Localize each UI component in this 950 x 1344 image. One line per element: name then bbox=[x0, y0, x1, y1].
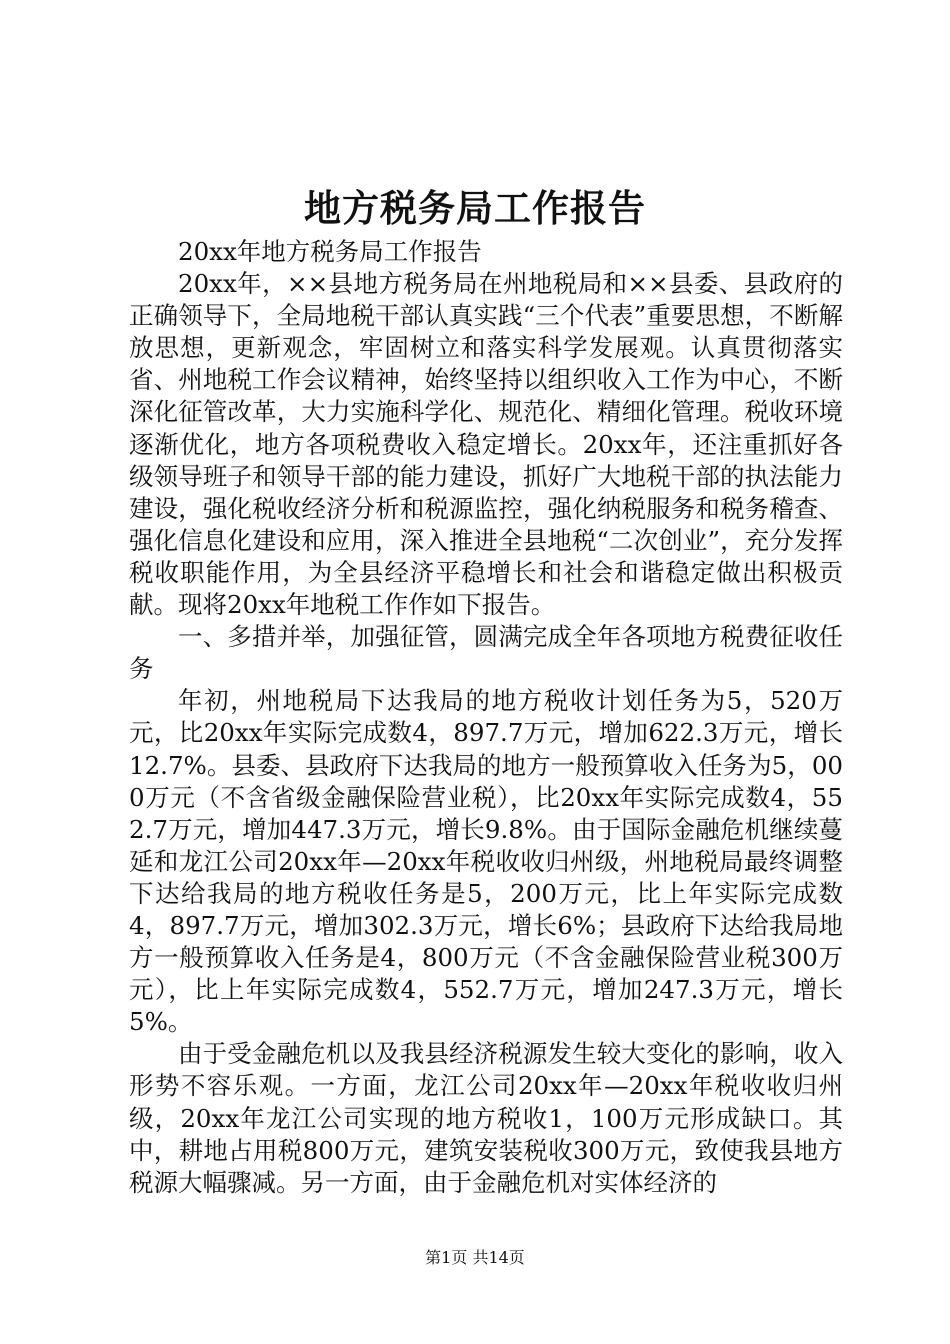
situation-paragraph: 由于受金融危机以及我县经济税源发生较大变化的影响，收入形势不容乐观。一方面，龙江公司20xx年—20xx年税收收归州级，20xx年龙江公司实现的地方税收1，100万元形成缺口。其中，耕地占用税800万元，建筑安装税收300万元，致使我县地方税源大幅骤减。另一方面，由于金融危机对实体经济的 bbox=[129, 1039, 843, 1197]
report-heading-line: 20xx年地方税务局工作报告 bbox=[178, 237, 482, 266]
task-paragraph: 年初，州地税局下达我局的地方税收计划任务为5，520万元，比20xx年实际完成数4，897.7万元，增加622.3万元，增长12.7%。县委、县政府下达我局的地方一般预算收入任务为5，000万元（不含省级金融保险营业税），比20xx年实际完成数4，552.7万元，增加447.3万元，增长9.8%。由于国际金融危机继续蔓延和龙江公司20xx年—20xx年税收收归州级，州地税局最终调整下达给我局的地方税收任务是5，200万元，比上年实际完成数4，897.7万元，增加302.3万元，增长6%；县政府下达给我局地方一般预算收入任务是4，800万元（不含金融保险营业税300万元），比上年实际完成数4，552.7万元，增加247.3万元，增长5%。 bbox=[129, 686, 844, 1037]
section-heading-1: 一、多措并举，加强征管，圆满完成全年各项地方税费征收任务 bbox=[129, 622, 843, 684]
document-body bbox=[129, 236, 843, 1199]
intro-paragraph: 20xx年，××县地方税务局在州地税局和××县委、县政府的正确领导下，全局地税干部认真实践“三个代表”重要思想，不断解放思想，更新观念，牢固树立和落实科学发展观。认真贯彻落实省、州地税工作会议精神，始终坚持以组织收入工作为中心，不断深化征管改革，大力实施科学化、规范化、精细化管理。税收环境逐渐优化，地方各项税费收入稳定增长。20xx年，还注重抓好各级领导班子和领导干部的能力建设，抓好广大地税干部的执法能力建设，强化税收经济分析和税源监控，强化纳税服务和税务稽查、强化信息化建设和应用，深入推进全县地税“二次创业”，充分发挥税收职能作用，为全县经济平稳增长和社会和谐稳定做出积极贡献。现将20xx年地税工作作如下报告。 bbox=[129, 269, 843, 620]
page-footer: 第1页 共14页 bbox=[425, 1248, 525, 1267]
page-title: 地方税务局工作报告 bbox=[304, 186, 646, 230]
